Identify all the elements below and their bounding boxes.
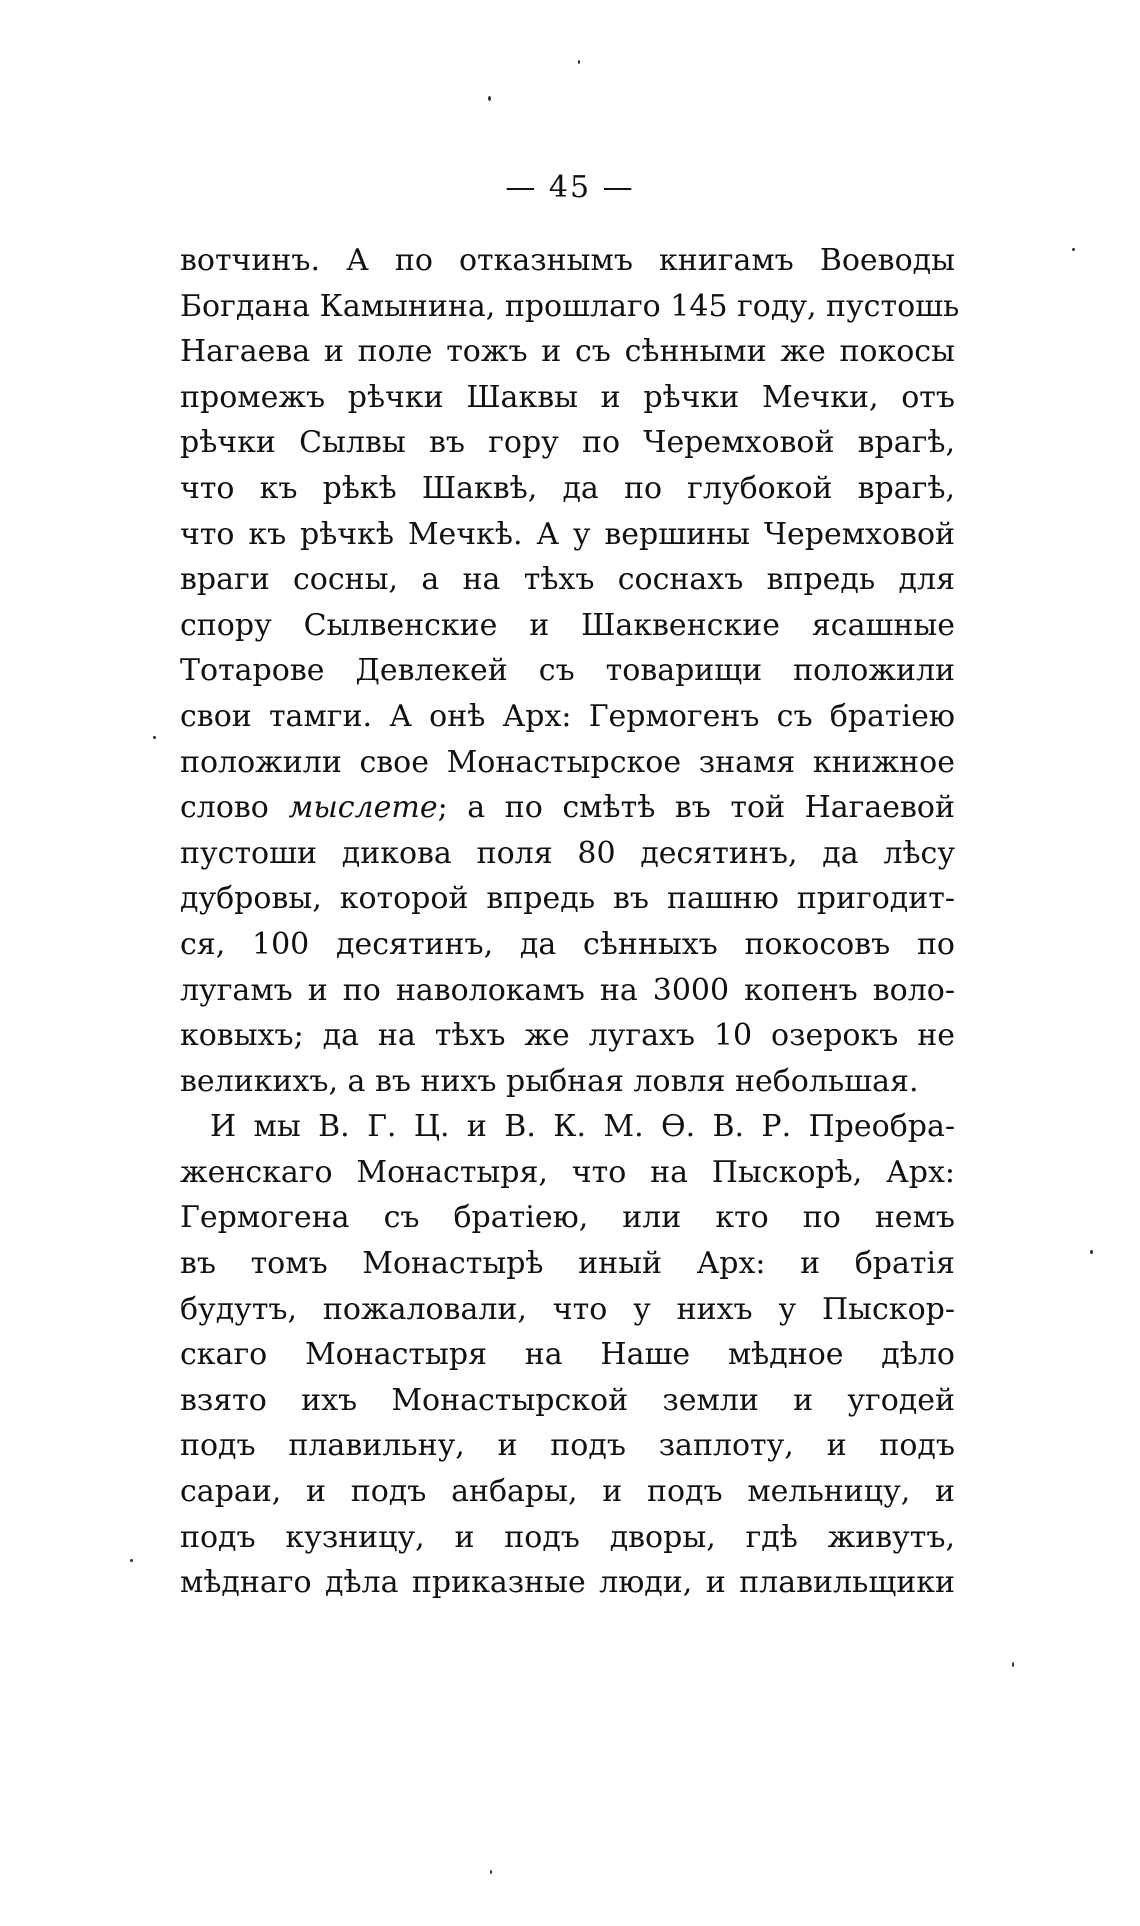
text-line: скаго Монастыря на Наше мѣдное дѣло — [180, 1337, 955, 1373]
text-line: вотчинъ. А по отказнымъ книгамъ Воеводы — [180, 243, 955, 278]
text-line: что къ рѣчкѣ Мечкѣ. А у вершины Черемховой — [180, 516, 955, 552]
scan-speck — [130, 1559, 133, 1562]
text-line: ковыхъ; да на тѣхъ же лугахъ 10 озерокъ не — [180, 1018, 955, 1054]
text-line: Тотарове Девлекей съ товарищи положили — [180, 653, 955, 689]
text-fragment: ; а по смѣтѣ въ той Нагаевой — [437, 790, 955, 826]
text-line: взято ихъ Монастырской земли и угодей — [180, 1382, 955, 1418]
text-line: въ томъ Монастырѣ иный Арх: и братiя — [180, 1246, 955, 1282]
page-number: — 45 — — [505, 170, 635, 205]
text-line: ся, 100 десятинъ, да сѣнныхъ покосовъ по — [180, 926, 955, 962]
text-line: лугамъ и по наволокамъ на 3000 копенъ воло- — [180, 972, 955, 1008]
text-line: женскаго Монастыря, что на Пыскорѣ, Арх: — [180, 1154, 955, 1190]
body-text — [180, 238, 960, 1606]
paragraph-first-line: И мы В. Г. Ц. и В. К. М. Ѳ. В. Р. Преобра- — [210, 1109, 955, 1145]
text-line: подъ плавильну, и подъ заплоту, и подъ — [180, 1428, 955, 1464]
text-line: сараи, и подъ анбары, и подъ мельницу, и — [180, 1474, 955, 1510]
text-line: враги сосны, а на тѣхъ соснахъ впредь для — [180, 562, 955, 598]
text-line: будутъ, пожаловали, что у нихъ у Пыскор- — [180, 1291, 955, 1327]
text-line: положили свое Монастырское знамя книжное — [180, 744, 955, 780]
text-line: Богдана Камынина, прошлаго 145 году, пустошь — [180, 288, 960, 324]
scan-speck — [1072, 248, 1075, 251]
text-line: промежъ рѣчки Шаквы и рѣчки Мечки, отъ — [180, 379, 955, 415]
text-line: Гермогена съ братiею, или кто по немъ — [180, 1200, 955, 1236]
text-line-with-italic — [180, 785, 955, 831]
text-line: что къ рѣкѣ Шаквѣ, да по глубокой врагѣ, — [180, 470, 955, 506]
text-line: рѣчки Сылвы въ гору по Черемховой врагѣ, — [180, 425, 955, 461]
text-line: дубровы, которой впредь въ пашню пригодит- — [180, 881, 955, 917]
scan-speck — [1012, 1662, 1014, 1667]
text-line: мѣднаго дѣла приказные люди, и плавильщики — [180, 1565, 955, 1601]
scan-speck — [488, 96, 491, 101]
text-fragment: слово — [180, 790, 289, 826]
italic-word: мыслете — [288, 790, 438, 826]
scan-speck — [490, 1870, 492, 1874]
text-line: спору Сылвенские и Шаквенские ясашные — [180, 607, 955, 643]
text-line: свои тамги. А онѣ Арх: Гермогенъ съ братiею — [180, 698, 955, 734]
scan-speck — [153, 736, 156, 739]
text-line: пустоши дикова поля 80 десятинъ, да лѣсу — [180, 835, 955, 871]
scan-speck — [578, 60, 580, 64]
text-line: подъ кузницу, и подъ дворы, гдѣ живутъ, — [180, 1519, 955, 1555]
text-line: Нагаева и поле тожъ и съ сѣнными же покосы — [180, 334, 955, 370]
text-line: великихъ, а въ нихъ рыбная ловля небольшая. — [180, 1063, 919, 1099]
scan-speck — [1090, 1250, 1093, 1254]
